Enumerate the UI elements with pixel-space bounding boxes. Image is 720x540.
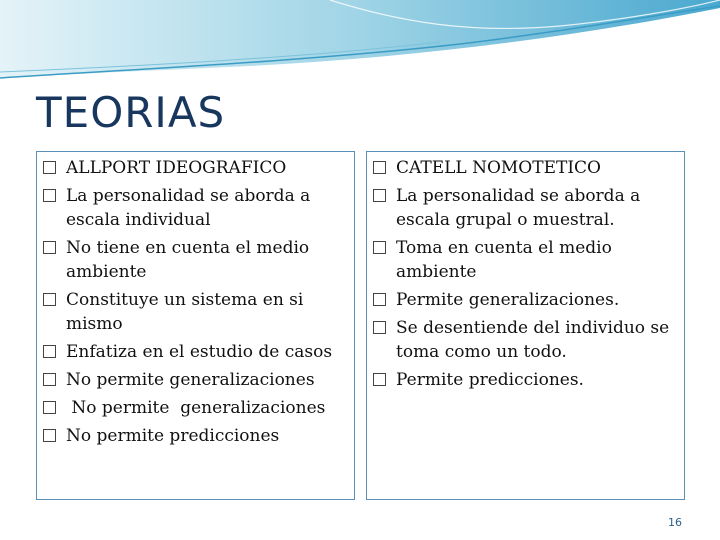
list-item-text: No permite generalizaciones <box>66 370 315 390</box>
missing-glyph-box-icon <box>373 373 386 386</box>
list-item <box>41 368 348 392</box>
list-item <box>41 236 348 284</box>
list-item <box>41 184 348 232</box>
list-item <box>371 288 678 312</box>
list-item-text: Se desentiende del individuo se toma como un todo. <box>396 318 670 362</box>
missing-glyph-box-icon <box>43 293 56 306</box>
allport-list <box>41 156 348 448</box>
page-number: 16 <box>668 516 682 529</box>
list-item-text: CATELL NOMOTETICO <box>396 158 601 178</box>
list-item-text: No permite generalizaciones <box>66 398 326 418</box>
list-item-text: No tiene en cuenta el medio ambiente <box>66 238 310 282</box>
missing-glyph-box-icon <box>43 189 56 202</box>
list-item <box>371 156 678 180</box>
list-item <box>371 184 678 232</box>
missing-glyph-box-icon <box>43 241 56 254</box>
missing-glyph-box-icon <box>373 241 386 254</box>
list-item-text: Constituye un sistema en si mismo <box>66 290 304 334</box>
catell-column-box <box>366 151 685 500</box>
header-wave-banner <box>0 0 720 90</box>
list-item-text: La personalidad se aborda a escala individual <box>66 186 311 230</box>
missing-glyph-box-icon <box>43 401 56 414</box>
list-item-text: Toma en cuenta el medio ambiente <box>396 238 612 282</box>
allport-column-box <box>36 151 355 500</box>
missing-glyph-box-icon <box>43 345 56 358</box>
missing-glyph-box-icon <box>43 429 56 442</box>
slide-title: TEORIAS <box>36 88 226 137</box>
list-item <box>41 156 348 180</box>
missing-glyph-box-icon <box>43 161 56 174</box>
catell-list <box>371 156 678 392</box>
missing-glyph-box-icon <box>373 189 386 202</box>
list-item-text: Permite predicciones. <box>396 370 584 390</box>
missing-glyph-box-icon <box>43 373 56 386</box>
list-item-text: No permite predicciones <box>66 426 280 446</box>
list-item-text: La personalidad se aborda a escala grupal o muestral. <box>396 186 641 230</box>
list-item-text: ALLPORT IDEOGRAFICO <box>66 158 287 178</box>
list-item <box>41 288 348 336</box>
list-item <box>41 424 348 448</box>
missing-glyph-box-icon <box>373 293 386 306</box>
list-item <box>371 368 678 392</box>
list-item <box>371 316 678 364</box>
list-item-text: Permite generalizaciones. <box>396 290 620 310</box>
list-item <box>41 340 348 364</box>
missing-glyph-box-icon <box>373 161 386 174</box>
missing-glyph-box-icon <box>373 321 386 334</box>
list-item <box>371 236 678 284</box>
list-item-text: Enfatiza en el estudio de casos <box>66 342 333 362</box>
list-item <box>41 396 348 420</box>
